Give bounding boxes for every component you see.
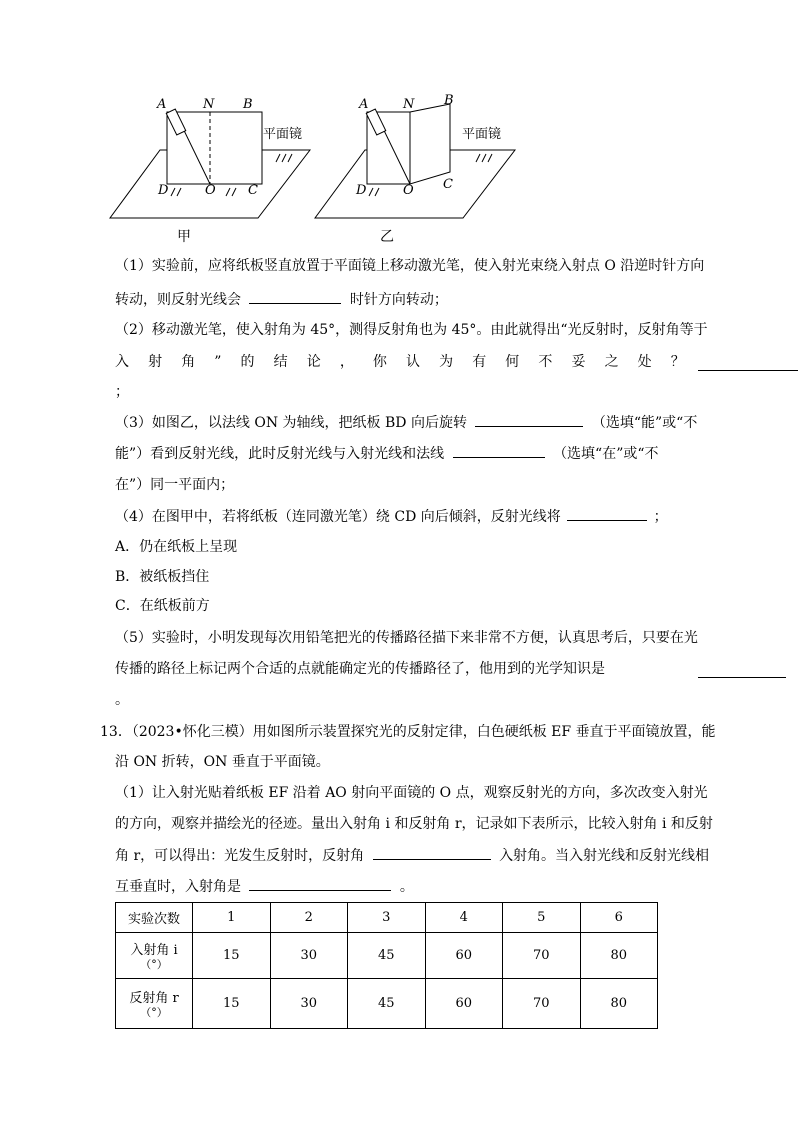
row-label-text: 入射角 i	[130, 943, 178, 958]
table-cell: 15	[193, 933, 271, 979]
q13-header-line2: 沿 ON 折转，ON 垂直于平面镜。	[115, 754, 330, 770]
table-cell: 70	[503, 933, 581, 979]
reflection-data-table	[115, 902, 658, 1029]
q12-p4-line1	[115, 506, 668, 527]
q12-p2-char: 为	[439, 354, 454, 370]
diagram-yi	[315, 93, 515, 245]
q13-header: 13．（2023•怀化三模）用如图所示装置探究光的反射定律，白色硬纸板 EF 垂直于平面镜放置，能	[100, 724, 716, 740]
table-row	[116, 979, 658, 1029]
label-A-right: A	[359, 97, 369, 112]
q12-p2-char: 论	[306, 354, 321, 370]
row-label-text: 反射角 r	[129, 991, 179, 1006]
q12-p4-line1-b: ；	[653, 509, 668, 525]
q12-p1-line1: （1）实验前，应将纸板竖直放置于平面镜上移动激光笔，使入射光束绕入射点 O 沿逆时针方向	[115, 258, 705, 274]
table-header-cell: 5	[503, 903, 581, 933]
q12-p3-line1	[115, 412, 697, 433]
q12-p4-answer-blank[interactable]	[567, 506, 647, 521]
q12-option-c[interactable]: C．在纸板前方	[115, 598, 210, 614]
label-O-right: O	[403, 183, 414, 198]
label-C-right: C	[443, 177, 453, 192]
q12-p2-char: 入	[115, 354, 129, 370]
q12-p2-char: ？	[670, 354, 685, 370]
caption-yi: 乙	[380, 229, 394, 245]
label-D-right: D	[356, 183, 367, 198]
label-A-left: A	[157, 97, 167, 112]
table-header-cell: 3	[348, 903, 426, 933]
q12-p5-line2	[115, 659, 605, 679]
q12-p3-line2-b: （选填“在”或“不	[553, 446, 659, 462]
label-C-left: C	[248, 183, 258, 198]
table-cell: 15	[193, 979, 271, 1029]
q12-p2-char: 之	[604, 354, 619, 370]
q13-p1-line1: （1）让入射光贴着纸板 EF 沿着 AO 射向平面镜的 O 点，观察反射光的方向，多次改变入射光	[115, 785, 708, 801]
table-cell: 45	[348, 933, 426, 979]
q12-p2-char: 认	[406, 354, 421, 370]
table-row	[116, 933, 658, 979]
table-cell: 60	[425, 979, 503, 1029]
q13-p1-answer-blank-2[interactable]	[249, 876, 391, 891]
q12-p2-line2	[115, 352, 685, 372]
table-header-label: 实验次数	[116, 903, 193, 933]
row-label-unit: （°）	[140, 958, 168, 971]
table-cell: 60	[425, 933, 503, 979]
q12-p2-char: 角	[181, 354, 196, 370]
q12-p2-char: 妥	[571, 354, 586, 370]
label-B-right: B	[444, 93, 454, 108]
table-header-cell: 1	[193, 903, 271, 933]
q12-p2-line3: ；	[115, 384, 129, 400]
q12-p1-line2-a: 转动，则反射光线会	[115, 292, 241, 308]
q12-p2-char: 的	[240, 354, 255, 370]
table-cell: 80	[580, 933, 658, 979]
table-header-cell: 2	[270, 903, 348, 933]
table-cell: 30	[270, 933, 348, 979]
q12-p3-line3: 在”）同一平面内；	[115, 477, 235, 493]
label-N-right: N	[403, 97, 415, 112]
label-N-left: N	[203, 97, 215, 112]
diagram-jia	[110, 97, 310, 245]
table-header-cell: 6	[580, 903, 658, 933]
q12-p2-answer-blank[interactable]	[698, 356, 798, 371]
q12-p3-answer-blank-1[interactable]	[475, 412, 583, 427]
q12-p2-char: ，	[339, 354, 354, 370]
mirror-label-right: 平面镜	[462, 127, 502, 142]
q12-p2-char: 射	[148, 354, 163, 370]
row-label-unit: （°）	[140, 1006, 168, 1019]
q12-p2-char: 处	[637, 354, 652, 370]
table-cell: 45	[348, 979, 426, 1029]
table-header-cell: 4	[425, 903, 503, 933]
q12-p2-char: 不	[538, 354, 553, 370]
table-cell: 70	[503, 979, 581, 1029]
q12-p1-line2-b: 时针方向转动；	[349, 292, 448, 308]
q12-p2-char: 有	[472, 354, 487, 370]
q12-option-a[interactable]: A．仍在纸板上呈现	[115, 539, 238, 555]
q12-p3-answer-blank-2[interactable]	[453, 443, 545, 458]
q12-p3-line2	[115, 443, 659, 464]
q12-p1-line2	[115, 289, 448, 310]
q13-p1-line3	[115, 845, 709, 866]
q12-option-b[interactable]: B．被纸板挡住	[115, 569, 210, 585]
q12-p2-char: 你	[372, 354, 387, 370]
q12-p2-char: 何	[505, 354, 520, 370]
q13-p1-line3-a: 角 r，可以得出：光发生反射时，反射角	[115, 848, 365, 864]
q12-p2-line1: （2）移动激光笔，使入射角为 45°，测得反射角也为 45°。由此就得出“光反射时，反射角等于	[115, 322, 708, 338]
caption-jia: 甲	[177, 229, 191, 245]
q12-p5-line2-text: 传播的路径上标记两个合适的点就能确定光的传播路径了，他用到的光学知识是	[115, 661, 605, 677]
q12-p5-line3: 。	[115, 692, 129, 708]
table-cell: 80	[580, 979, 658, 1029]
q12-p2-char: 结	[273, 354, 288, 370]
q13-p1-line2: 的方向，观察并描绘光的径迹。量出入射角 i 和反射角 r，记录如下表所示，比较入射角 i 和反射	[115, 816, 713, 832]
table-cell: 30	[270, 979, 348, 1029]
mirror-label-left: 平面镜	[263, 127, 303, 142]
q13-p1-line4	[115, 876, 414, 897]
table-header-row	[116, 903, 658, 933]
q13-p1-line4-a: 互垂直时，入射角是	[115, 879, 241, 895]
q13-p1-line3-b: 入射角。当入射光线和反射光线相	[499, 848, 710, 864]
q12-p5-line1: （5）实验时，小明发现每次用铅笔把光的传播路径描下来非常不方便，认真思考后，只要在光	[115, 630, 698, 646]
q13-p1-line4-b: 。	[399, 879, 414, 895]
label-D-left: D	[158, 183, 169, 198]
optics-figure	[105, 88, 525, 248]
q12-p3-line2-a: 能”）看到反射光线，此时反射光线与入射光线和法线	[115, 446, 445, 462]
table-row-label	[116, 933, 193, 979]
q12-p4-line1-a: （4）在图甲中，若将纸板（连同激光笔）绕 CD 向后倾斜，反射光线将	[115, 509, 561, 525]
table-row-label	[116, 979, 193, 1029]
q12-p3-line1-b: （选填“能”或“不	[591, 415, 698, 431]
q12-p5-answer-blank[interactable]	[698, 663, 786, 678]
q13-p1-answer-blank-1[interactable]	[373, 845, 491, 860]
q12-p1-answer-blank[interactable]	[249, 289, 341, 304]
label-O-left: O	[205, 183, 216, 198]
q12-p3-line1-a: （3）如图乙，以法线 ON 为轴线，把纸板 BD 向后旋转	[115, 415, 467, 431]
label-B-left: B	[243, 97, 253, 112]
q12-p2-char: ”	[214, 354, 222, 370]
